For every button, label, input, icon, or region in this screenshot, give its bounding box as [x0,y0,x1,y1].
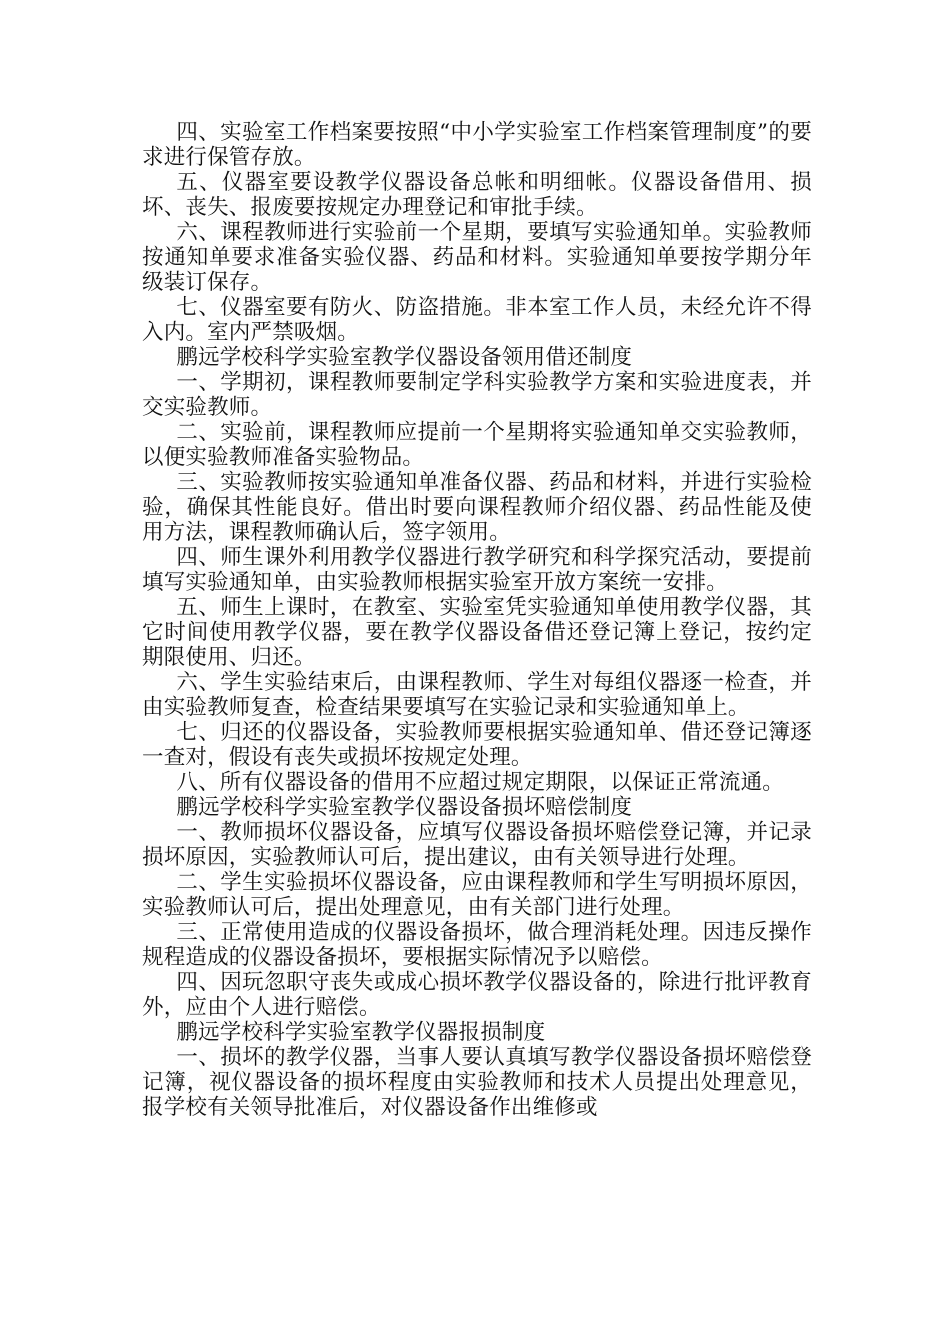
section-heading: 鹏远学校科学实验室教学仪器报损制度 [176,1020,546,1045]
paragraph: 一、教师损坏仪器设备，应填写仪器设备损坏赔偿登记簿，并记录损坏原因，实验教师认可后，提出建议，由有关领导进行处理。 [142,820,812,870]
paragraph: 一、学期初，课程教师要制定学科实验教学方案和实验进度表，并交实验教师。 [142,370,812,420]
paragraph: 八、所有仪器设备的借用不应超过规定期限，以保证正常流通。 [176,770,784,795]
paragraph: 二、学生实验损坏仪器设备，应由课程教师和学生写明损坏原因，实验教师认可后，提出处理意见，由有关部门进行处理。 [142,870,812,920]
paragraph: 七、仪器室要有防火、防盗措施。非本室工作人员，未经允许不得入内。室内严禁吸烟。 [142,295,812,345]
paragraph: 五、师生上课时，在教室、实验室凭实验通知单使用教学仪器，其它时间使用教学仪器，要在教学仪器设备借还登记簿上登记，按约定期限使用、归还。 [142,595,812,670]
paragraph: 六、课程教师进行实验前一个星期，要填写实验通知单。实验教师按通知单要求准备实验仪器、药品和材料。实验通知单要按学期分年级装订保存。 [142,220,812,295]
paragraph: 四、因玩忽职守丧失或成心损坏教学仪器设备的，除进行批评教育外，应由个人进行赔偿。 [142,970,812,1020]
paragraph: 一、损坏的教学仪器，当事人要认真填写教学仪器设备损坏赔偿登记簿，视仪器设备的损坏程度由实验教师和技术人员提出处理意见，报学校有关领导批准后，对仪器设备作出维修或 [142,1045,812,1120]
paragraph: 四、师生课外利用教学仪器进行教学研究和科学探究活动，要提前填写实验通知单，由实验教师根据实验室开放方案统一安排。 [142,545,812,595]
paragraph: 四、实验室工作档案要按照“中小学实验室工作档案管理制度”的要求进行保管存放。 [142,120,812,170]
section-heading: 鹏远学校科学实验室教学仪器设备损坏赔偿制度 [176,795,633,820]
paragraph: 五、仪器室要设教学仪器设备总帐和明细帐。仪器设备借用、损坏、丧失、报废要按规定办理登记和审批手续。 [142,170,812,220]
document-page [142,120,812,1120]
paragraph: 七、归还的仪器设备，实验教师要根据实验通知单、借还登记簿逐一查对，假设有丧失或损坏按规定处理。 [142,720,812,770]
paragraph: 三、正常使用造成的仪器设备损坏，做合理消耗处理。因违反操作规程造成的仪器设备损坏，要根据实际情况予以赔偿。 [142,920,812,970]
paragraph: 六、学生实验结束后，由课程教师、学生对每组仪器逐一检查，并由实验教师复查，检查结果要填写在实验记录和实验通知单上。 [142,670,812,720]
section-heading: 鹏远学校科学实验室教学仪器设备领用借还制度 [176,345,633,370]
paragraph: 二、实验前，课程教师应提前一个星期将实验通知单交实验教师，以便实验教师准备实验物品。 [142,420,812,470]
paragraph: 三、实验教师按实验通知单准备仪器、药品和材料，并进行实验检验，确保其性能良好。借出时要向课程教师介绍仪器、药品性能及使用方法，课程教师确认后，签字领用。 [142,470,812,545]
